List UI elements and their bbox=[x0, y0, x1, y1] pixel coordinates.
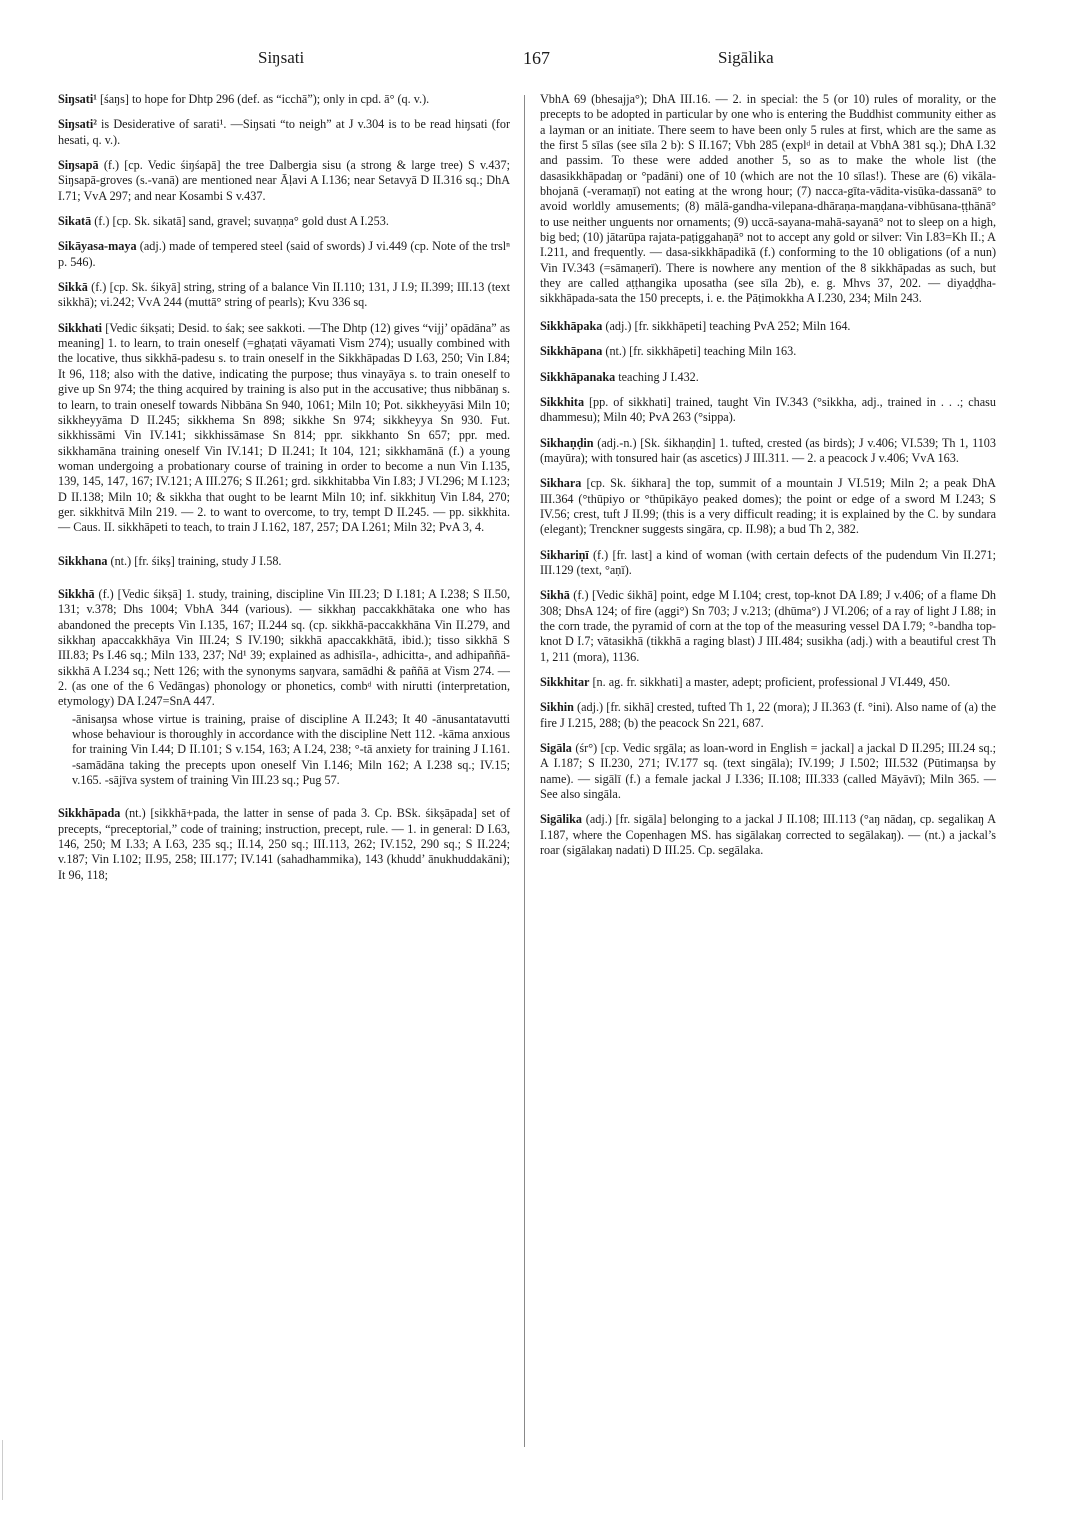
headword: Sikkhita bbox=[540, 394, 585, 409]
entry-text: [cp. Sk. śikhara] the top, summit of a mountain J VI.519; Miln 2; a peak DhA III.364 (°thūpiyo or °thūpikāyo peaked domes); the point or edge of a sword M I.243; S IV.56; crest, tuft J II.99; (this is a very difficult reading; it is explained by the C. by sundara (elegant); Trenckner suggests singāra, cp. II.98); a bud Th 2, 382. bbox=[540, 476, 996, 537]
entry-text: (f.) [cp. Vedic śiŋśapā] the tree Dalbergia sisu (a strong & large tree) S v.437; Siŋsapā-groves (s.-vanā) are mentioned near Āḷavi A I.136; near Setavyā D II.316 sq.; DhA I.71; VvA 297; and near Kosambi S v.437. bbox=[58, 158, 510, 203]
headword: Sikkhā bbox=[58, 586, 95, 601]
headword: Sikkhāpana bbox=[540, 344, 603, 359]
entry-text: (nt.) [fr. sikkhāpeti] teaching Miln 163. bbox=[602, 344, 797, 359]
entry-text: (adj.) [fr. sikhā] crested, tufted Th 1, 22 (mora); J II.363 (f. °ini). Also name of (a) the fire J I.215, 288; (b) the peacock Sn 221, 687. bbox=[540, 700, 996, 730]
entry-sikkhapada bbox=[58, 806, 510, 883]
headword: Sikatā bbox=[58, 214, 92, 229]
entry-text: (adj.-n.) [Sk. śikhaṇḍin] 1. tufted, crested (as birds); J v.406; VI.539; Th 1, 1103 (mayūra); with tonsured hair (as ascetics) J III.311. — 2. a peacock J v.406; VvA 163. bbox=[540, 435, 996, 465]
entry-text: (nt.) [sikkhā+pada, the latter in sense of pada 3. Cp. BSk. śikṣāpada] set of precepts, “preceptorial,” code of training; instruction, precept, rule. — 1. in general: D I.63, 146, 250; M I.33; A I.63, 235 sq.; II.14, 250 sq.; III.113, 262; IV.152, 290 sq.; S II.224; v.187; Vin I.102; II.95, 258; III.177; IV.141 (sahadhammika), 143 (khudd’ ānukhuddakāni); It 96, 118; bbox=[58, 806, 510, 882]
entry-text: [Vedic śikṣati; Desid. to śak; see sakkoti. —The Dhtp (12) gives “vijj’ opādāna” as meaning] 1. to learn, to train oneself (=ghaṭati vāyamati Vism 274); usually combined with the locative, thus sikkhā-padesu s. to train oneself in the Sikkhāpadas D I.63, 250; Vin I.84; It 96, 118; also with the dative, indicating the purpose; thus vinayāya s. to train oneself to give up Sn 974; the thing acquired by training is also put in the accusative; thus nibbānaŋ s. to learn, to train oneself towards Nibbāna Sn 940, 1061; Miln 10; Pot. sikkheyyāsi Miln 10; sikkheyyāma D II.245; sikkhema Sn 898; sikkhe Sn 974; sikkheyya Sn 930. Fut. sikkhissāmi Vin IV.141; sikkhissāmase Sn 814; ppr. sikkhanto Sn 657; ppr. med. sikkhamāna training oneself Vin IV.141; D II.241; It 104, 121; sikkhamānā (f.) a young woman undergoing a probationary course of training in order to become a nun Vin I.135, 139, 145, 147, 167; IV.121; A III.276; S II.261; grd. sikkhitabba Vin I.83; J VI.296; M I.123; D II.138; Miln 10; & sikkha that ought to be learnt Miln 10; inf. sikkhituŋ Vin I.84, 270; ger. sikkhitvā Miln 219. — 2. to want to overcome, to try, tempt D II.245. — pp. sikkhita. — Caus. II. sikkhāpeti to teach, to train J I.162, 187, 257; DA I.261; Miln 32; PvA 3, 4. bbox=[58, 320, 510, 535]
entry-text: VbhA 69 (bhesajja°); DhA III.16. — 2. in special: the 5 (or 10) rules of morality, or the precepts to be adopted in particular by one who is entering the Buddhist community either as a layman or an initiate. There seem to have been only 5 rules at first, which are the same as the first 5 sīlas (see sīla 2 b): S II.167; Vbh 285 (explᵈ in detail at VbhA 381 sq.); DhA I.32 and passim. To these were added another 5, so as to make the whole list (the dasasikkhāpadaŋ or °padāni) one of 10 (which are not the 10 sīlas!). These are (6) vikāla-bhojanā (-veramaṇī) not eating at the wrong hour; (7) nacca-gīta-vādita-visūka-dassanā° to avoid worldly amusements; (8) mālā-gandha-vilepana-dhāraṇa-maṇḍana-vibhūsana-ṭṭhānā° to use neither unguents nor ornaments; (9) uccā-sayana-mahā-sayanā° not to sleep on a high, big bed; (10) jātarūpa rajata-paṭiggahaṇā° not to accept any gold or silver: Vin I.83=Kh II.; A I.211, and frequently. — dasa-sikkhāpadikā (f.) conforming to the 10 obligations (of a nun) Vin IV.343 (=sāmaṇerī). There is nowhere any mention of the 8 sikkhāpadas as such, but they are called aṭṭhangika uposatha (see sīla 2b), e. g. Mhvs 37, 202. — diyaḍḍha-sikkhāpada-sata the 150 precepts, i. e. the Pāṭimokkha A I.230, 234; Miln 243. bbox=[540, 92, 996, 306]
entry-sikhandin bbox=[540, 436, 996, 467]
entry-sikkha bbox=[58, 587, 510, 710]
page-header bbox=[0, 48, 1073, 78]
entry-text: (adj.) made of tempered steel (said of swords) J vi.449 (cp. Note of the trslⁿ p. 546). bbox=[58, 239, 510, 269]
entry-text: is Desiderative of sarati¹. —Siŋsati “to neigh” at J v.304 is to be read hiŋsati (for hesati, q. v.). bbox=[58, 117, 510, 147]
headword: Sigāla bbox=[540, 741, 572, 756]
headword: Siŋsati² bbox=[58, 117, 97, 132]
entry-sikka bbox=[58, 280, 510, 311]
entry-text: (nt.) [fr. śikṣ] training, study J I.58. bbox=[107, 553, 282, 568]
header-right-guideword: Sigālika bbox=[718, 48, 774, 67]
page-number: 167 bbox=[523, 48, 550, 68]
entry-sikkha-compounds bbox=[58, 712, 510, 789]
entry-sikayasa-maya bbox=[58, 239, 510, 270]
entry-sikhara bbox=[540, 476, 996, 537]
entry-text: (f.) [cp. Sk. śikyā] string, string of a balance Vin II.110; 131, J I.9; II.399; III.13 (text sikkhā); vi.242; VvA 244 (muttā° string of pearls); Kvu 336 sq. bbox=[58, 280, 510, 310]
entry-sikata bbox=[58, 214, 510, 229]
entry-text: (adj.) [fr. sikkhāpeti] teaching PvA 252; Miln 164. bbox=[602, 318, 851, 333]
entry-text: (śr°) [cp. Vedic sṛgāla; as loan-word in English = jackal] a jackal D II.295; III.24 sq.; A I.187; S II.230, 271; IV.177 sq. (text singāla); IV.199; J I.502; III.532 (Pūtimaŋsa by name). — sigālī (f.) a female jackal J I.336; II.108; III.333 (called Māyāvī); Miln 365. — See also singāla. bbox=[540, 741, 996, 802]
headword: Sigālika bbox=[540, 812, 582, 827]
entry-sigala bbox=[540, 741, 996, 802]
entry-sikkhitar bbox=[540, 675, 996, 690]
entry-sikhin bbox=[540, 700, 996, 731]
entry-sikkhita bbox=[540, 395, 996, 426]
entry-sikkhapaka bbox=[540, 319, 996, 334]
entry-text: (adj.) [fr. sigāla] belonging to a jackal J II.108; III.113 (°aŋ nādaŋ, cp. segalikaŋ A I.187, where the Copenhagen MS. has sigālakaŋ corrected to segālakaŋ). — (nt.) a jackal’s roar (sigālakaŋ nadati) D III.25. Cp. segālaka. bbox=[540, 812, 996, 858]
column-divider bbox=[524, 95, 525, 1447]
scan-edge-mark bbox=[2, 1440, 13, 1500]
headword: Sikhaṇḍin bbox=[540, 435, 594, 450]
headword: Siŋsati¹ bbox=[58, 92, 97, 106]
entry-text: (f.) [cp. Sk. sikatā] sand, gravel; suvaṇṇa° gold dust A I.253. bbox=[91, 214, 389, 229]
entry-sikkhapada-continued bbox=[540, 92, 996, 307]
entry-sikkhapana bbox=[540, 344, 996, 359]
entry-sigalika bbox=[540, 812, 996, 858]
entry-text: [pp. of sikkhati] trained, taught Vin IV.343 (°sikkha, adj., trained in . . .; chasu dhammesu); Miln 40; PvA 263 (°sippa). bbox=[540, 394, 996, 425]
headword: Sikkhana bbox=[58, 553, 108, 568]
headword: Sikhā bbox=[540, 588, 570, 603]
entry-text: (f.) [fr. last] a kind of woman (with certain defects of the pudendum Vin II.271; III.129 (text, °aṇī). bbox=[540, 547, 996, 577]
entry-sikkhana bbox=[58, 554, 510, 569]
entry-sikha bbox=[540, 588, 996, 665]
headword: Sikāyasa-maya bbox=[58, 239, 137, 254]
headword: Sikkhāpada bbox=[58, 806, 121, 821]
entry-sinsati-1 bbox=[58, 92, 510, 107]
entry-sikkhati bbox=[58, 321, 510, 536]
entry-sinsapa bbox=[58, 158, 510, 204]
headword: Sikkhitar bbox=[540, 675, 590, 689]
right-column bbox=[540, 92, 996, 868]
entry-text: (f.) [Vedic śikṣā] 1. study, training, discipline Vin III.23; D I.181; A I.238; S II.50, 131; v.378; Dhs 1004; VbhA 344 (various). — sikkhaŋ paccakkhātaka one who has abandoned the precepts Vin I.135, 167; II.244 sq. (cp. sikkhā-paccakkhāna Vin II.279, and sikkhaŋ apaccakkhāya Vin III.24; S IV.190; sikkhā apaccakkhātā, ibid.); tisso sikkhā S III.83; Ps I.46 sq.; Miln 133, 237; Nd¹ 39; explained as adhisīla-, adhicitta-, and adhipaññā-sikkhā A I.234 sq.; Nett 126; with the synonyms saŋvara, samādhi & paññā at Vism 274. — 2. (as one of the 6 Vedāngas) phonology or phonetics, combᵈ with nirutti (interpretation, etymology) DA I.247=SnA 447. bbox=[58, 586, 510, 709]
entry-sikharini bbox=[540, 548, 996, 579]
entry-text: (f.) [Vedic śikhā] point, edge M I.104; crest, top-knot DA I.89; J v.406; of a flame Dh 308; DhsA 124; of fire (aggi°) Sn 703; J v.213; (dhūma°) J VI.206; of a ray of light J I.88; in the corn trade, the pyramid of corn at the top of the measuring vessel DA I.79; °-bandha top-knot D I.7; vātasikhā (tikkhā a raging blast) J III.484; susikha (adj.) with a beautiful crest Th 1, 211 (mora), 1136. bbox=[540, 588, 996, 664]
headword: Sikhariṇī bbox=[540, 547, 589, 562]
headword: Sikkhāpanaka bbox=[540, 369, 616, 384]
entry-text: teaching J I.432. bbox=[615, 369, 699, 384]
left-column bbox=[58, 92, 510, 893]
headword: Sikhara bbox=[540, 476, 582, 491]
header-left-guideword: Siŋsati bbox=[258, 48, 305, 67]
headword: Siŋsapā bbox=[58, 158, 99, 173]
headword: Sikkā bbox=[58, 280, 88, 295]
entry-text: [n. ag. fr. sikkhati] a master, adept; proficient, professional J VI.449, 450. bbox=[589, 675, 951, 689]
entry-text: -ānisaŋsa whose virtue is training, praise of discipline A II.243; It 40 -ānusantatavutti whose behaviour is thoroughly in accordance with the discipline Nett 112. -kāma anxious for training Vin I.44; D II.101; S v.154, 163; A I.24, 238; °-tā anxiety for training J I.161. -samādāna taking the precepts upon oneself Vin I.146; Miln 162; A I.238 sq.; IV.15; v.165. -sājīva system of training Vin III.23 sq.; Pug 57. bbox=[72, 711, 510, 788]
headword: Sikkhati bbox=[58, 320, 103, 335]
entry-sinsati-2 bbox=[58, 117, 510, 148]
entry-text: [śaŋs] to hope for Dhtp 296 (def. as “icchā”); only in cpd. ā° (q. v.). bbox=[96, 92, 430, 106]
headword: Sikkhāpaka bbox=[540, 318, 603, 333]
headword: Sikhin bbox=[540, 700, 574, 715]
entry-sikkhapanaka bbox=[540, 370, 996, 385]
